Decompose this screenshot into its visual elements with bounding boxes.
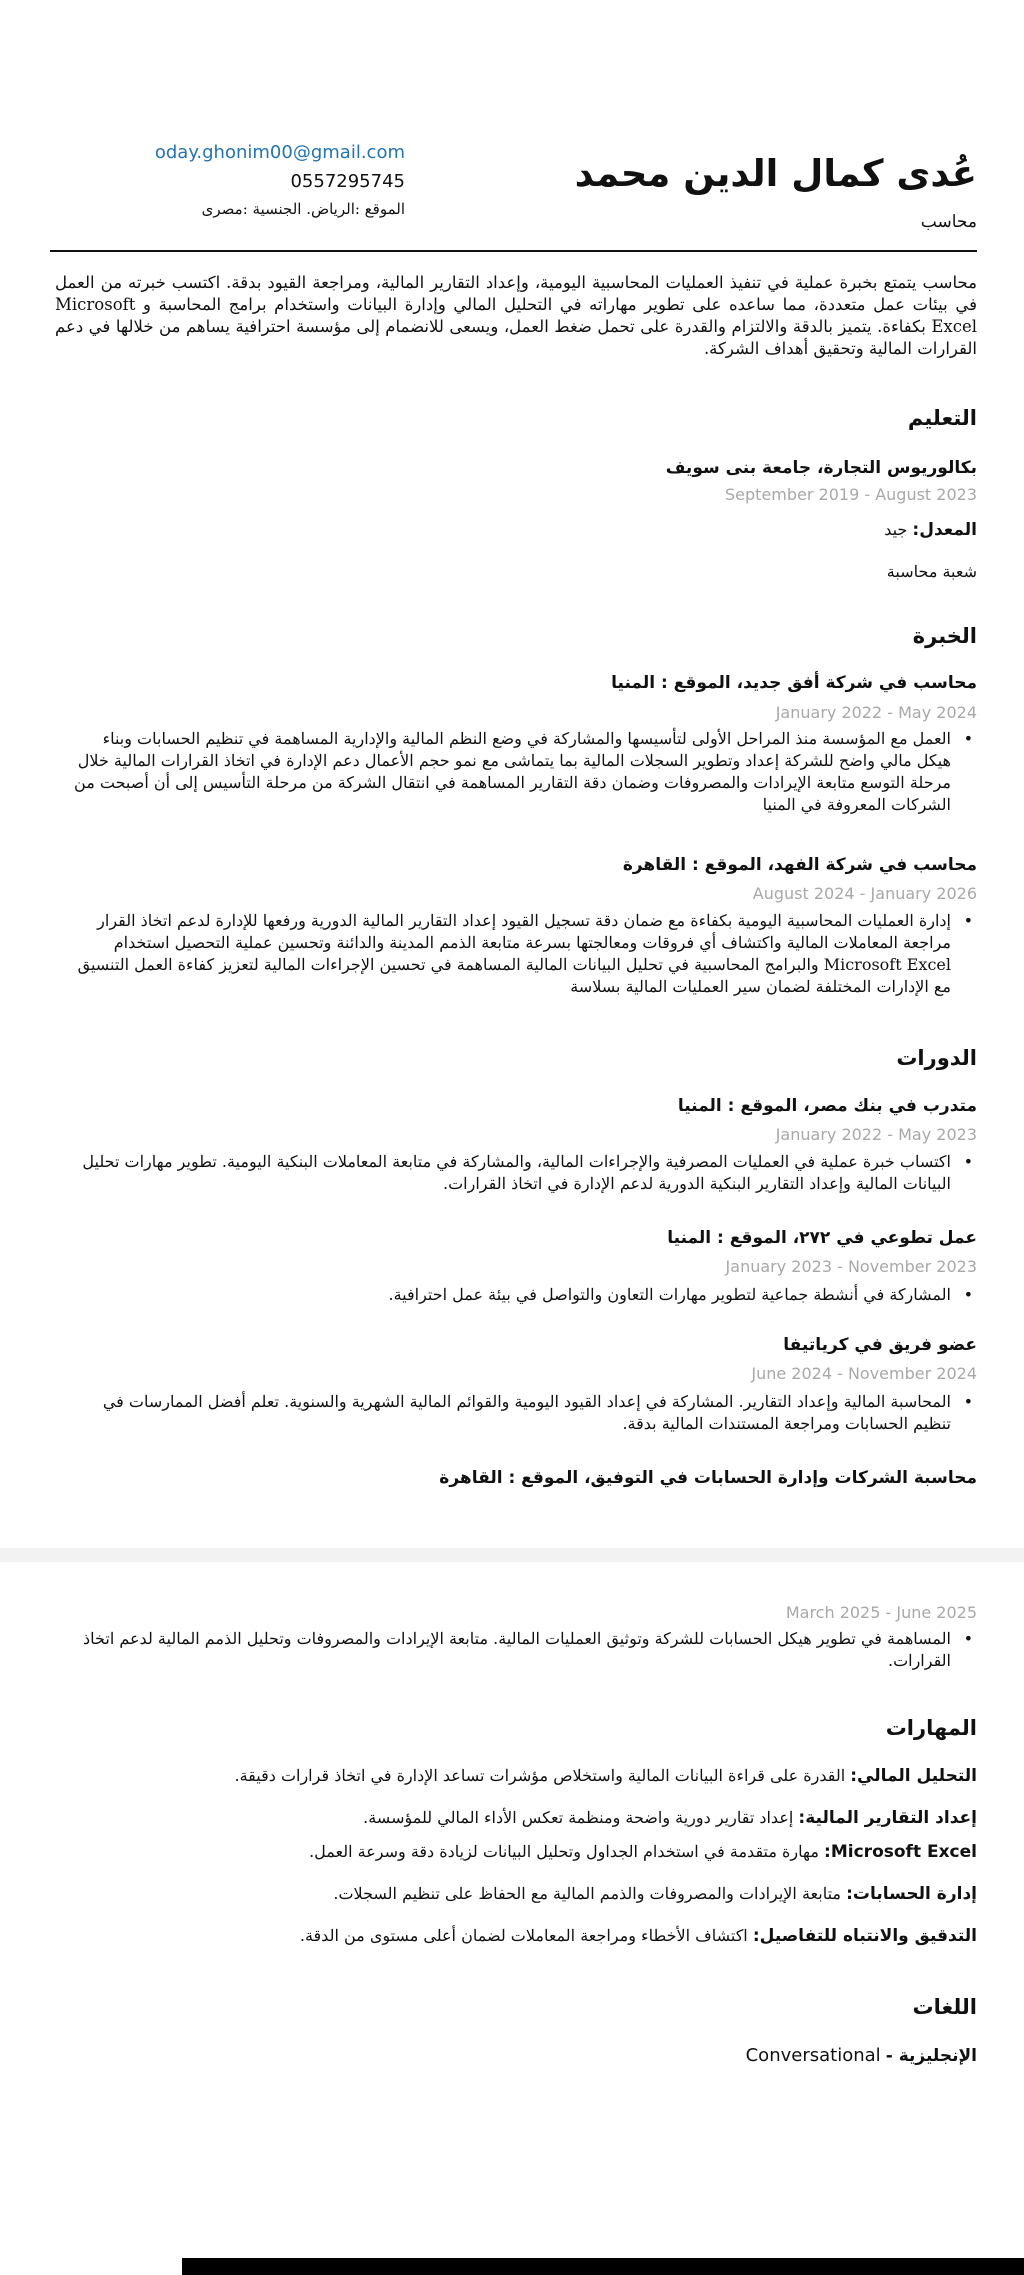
language-label: الإنجليزية - xyxy=(885,2046,977,2066)
candidate-name: عُدى كمال الدين محمد xyxy=(574,152,977,195)
skill-label: إدارة الحسابات: xyxy=(846,1884,977,1904)
course-dates: January 2023 - November 2023 xyxy=(725,1257,977,1276)
skill-text: القدرة على قراءة البيانات المالية واستخلاص مؤشرات تساعد الإدارة في اتخاذ قرارات دقيقة. xyxy=(234,1766,846,1785)
email-link[interactable]: oday.ghonim00@gmail.com xyxy=(154,142,405,163)
contact-block xyxy=(140,142,405,218)
section-heading-education: التعليم xyxy=(907,406,977,430)
course-title: متدرب في بنك مصر، الموقع : المنيا xyxy=(677,1096,977,1116)
section-heading-experience: الخبرة xyxy=(912,624,977,648)
education-dates: September 2019 - August 2023 xyxy=(725,485,977,504)
course-title: عضو فريق في كرياتيفا xyxy=(783,1335,977,1355)
experience-dates: January 2022 - May 2024 xyxy=(775,703,977,722)
footer-bar xyxy=(182,2258,1024,2275)
experience-bullet: • العمل مع المؤسسة منذ المراحل الأولى لتأسيسها والمشاركة في وضع النظم المالية والإدارية المساهمة في تنظيم الحسابات وبناء هيكل مالي واضح للشركة إعداد وتطوير السجلات المالية بما يتماشى مع نمو حجم الأعمال دعم الإدارة في اتخاذ القرارات المالية خلال مرحلة التوسع متابعة الإيرادات والمصروفات وضمان دقة التقارير المساهمة في انتقال الشركة من مرحلة التأسيس إلى أن أصبحت من الشركات المعروفة في المنيا xyxy=(72,728,977,816)
resume-page-2 xyxy=(0,1562,1024,2275)
skill-label: التحليل المالي: xyxy=(850,1766,977,1786)
experience-bullet: • إدارة العمليات المحاسبية اليومية بكفاءة مع ضمان دقة تسجيل القيود إعداد التقارير المالية الدورية ورفعها للإدارة لدعم اتخاذ القرار مراجعة المعاملات المالية واكتشاف أي فروقات ومعالجتها بسرعة متابعة الذمم المدينة والدائنة وتحسين عملية التحصيل استخدام Microsoft Excel والبرامج المحاسبية في تحليل البيانات المالية المساهمة في تحسين الإجراءات المالية لتعزيز كفاءة العمل التنسيق مع الإدارات المختلفة لضمان سير العمليات المالية بسلاسة xyxy=(72,910,977,998)
skill-label: Microsoft Excel: xyxy=(824,1842,977,1862)
course-bullet: • المساهمة في تطوير هيكل الحسابات للشركة وتوثيق العمليات المالية. متابعة الإيرادات والمصروفات وتحليل الذمم المالية لدعم اتخاذ القرارات. xyxy=(72,1628,977,1672)
professional-summary: محاسب يتمتع بخبرة عملية في تنفيذ العمليات المحاسبية اليومية، وإعداد التقارير المالية، ومراجعة القيود بدقة. اكتسب خبرته من العمل في بيئات عمل متعددة، مما ساعده على تطوير مهاراته في التحليل المالي وإدارة البيانات واستخدام برامج المحاسبة و Microsoft Excel بكفاءة. يتميز بالدقة والالتزام والقدرة على تحمل ضغط العمل، ويسعى للانضمام إلى مؤسسة احترافية يساهم من خلالها في دعم القرارات المالية وتحقيق أهداف الشركة. xyxy=(55,273,977,358)
page-break xyxy=(0,1548,1024,1562)
language-level: Conversational xyxy=(745,2045,881,2066)
education-division: شعبة محاسبة xyxy=(886,562,977,581)
skill-item xyxy=(363,1808,977,1828)
phone-number: 0557295745 xyxy=(290,171,405,192)
skill-item xyxy=(300,1926,977,1946)
header-divider xyxy=(50,250,977,252)
skill-text: إعداد تقارير دورية واضحة ومنظمة تعكس الأداء المالي للمؤسسة. xyxy=(363,1808,794,1827)
job-title: محاسب xyxy=(920,212,977,232)
course-bullet: • اكتساب خبرة عملية في العمليات المصرفية والإجراءات المالية، والمشاركة في متابعة المعاملات البنكية اليومية. تطوير مهارات تحليل البيانات المالية وإعداد التقارير البنكية الدورية لدعم الإدارة في اتخاذ القرارات. xyxy=(72,1151,977,1195)
skill-item xyxy=(235,1766,978,1786)
course-dates: January 2022 - May 2023 xyxy=(775,1125,977,1144)
gpa-label: المعدل: xyxy=(912,520,977,540)
skill-text: مهارة متقدمة في استخدام الجداول وتحليل البيانات لزيادة دقة وسرعة العمل. xyxy=(309,1842,819,1861)
experience-title: محاسب في شركة أفق جديد، الموقع : المنيا xyxy=(611,673,977,693)
skill-label: إعداد التقارير المالية: xyxy=(798,1808,977,1828)
section-heading-languages: اللغات xyxy=(912,1995,977,2019)
course-bullet: • المشاركة في أنشطة جماعية لتطوير مهارات التعاون والتواصل في بيئة عمل احترافية. xyxy=(72,1284,977,1306)
skill-item xyxy=(309,1842,977,1862)
skill-item xyxy=(333,1884,977,1904)
education-degree: بكالوريوس التجارة، جامعة بنى سويف xyxy=(665,458,977,478)
education-gpa xyxy=(884,520,977,540)
experience-title: محاسب في شركة الفهد، الموقع : القاهرة xyxy=(622,855,977,875)
section-heading-skills: المهارات xyxy=(885,1716,977,1740)
skill-text: اكتشاف الأخطاء ومراجعة المعاملات لضمان أعلى مستوى من الدقة. xyxy=(299,1926,748,1945)
skill-label: التدقيق والانتباه للتفاصيل: xyxy=(752,1926,977,1946)
course-title: محاسبة الشركات وإدارة الحسابات في التوفيق، الموقع : القاهرة xyxy=(439,1468,977,1488)
language-item xyxy=(746,2045,977,2066)
course-title: عمل تطوعي في ٢٧٢، الموقع : المنيا xyxy=(667,1228,977,1248)
location-nationality: الموقع :الرياض. الجنسية :مصرى xyxy=(201,200,405,218)
course-dates: March 2025 - June 2025 xyxy=(785,1603,977,1622)
course-bullet: • المحاسبة المالية وإعداد التقارير. المشاركة في إعداد القيود اليومية والقوائم المالية الشهرية والسنوية. تعلم أفضل الممارسات في تنظيم الحسابات ومراجعة المستندات المالية بدقة. xyxy=(72,1391,977,1435)
experience-dates: August 2024 - January 2026 xyxy=(752,884,977,903)
section-heading-courses: الدورات xyxy=(896,1046,977,1070)
skill-text: متابعة الإيرادات والمصروفات والذمم المالية مع الحفاظ على تنظيم السجلات. xyxy=(333,1884,841,1903)
gpa-value: جيد xyxy=(884,520,908,539)
course-dates: June 2024 - November 2024 xyxy=(751,1364,977,1383)
